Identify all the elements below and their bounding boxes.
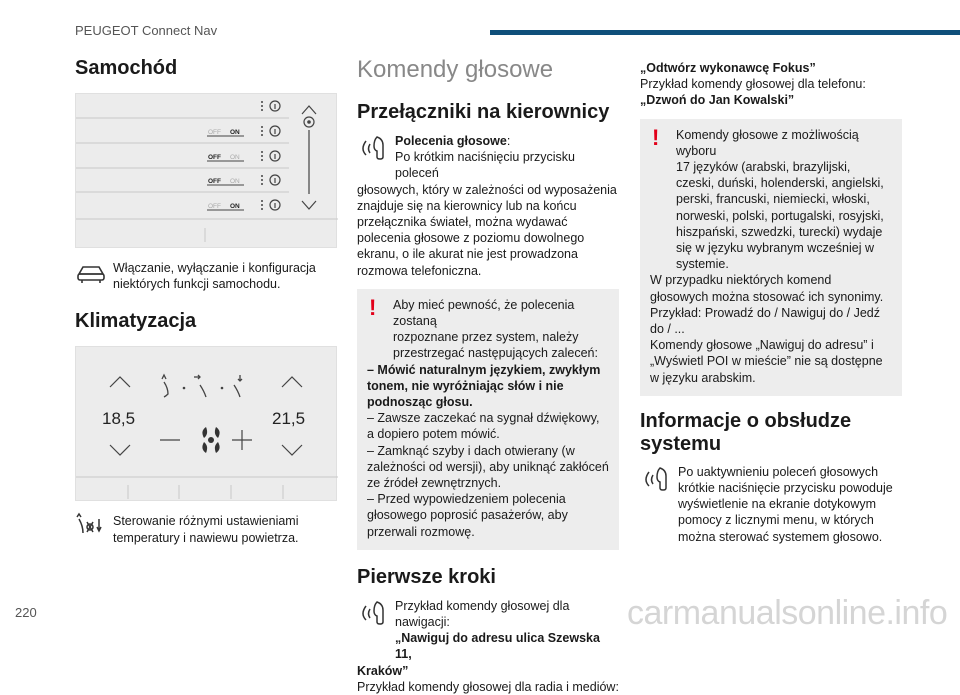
first-steps-radio-example: Przykład komendy głosowej dla radia i mediów: bbox=[357, 679, 619, 694]
page-number: 220 bbox=[15, 605, 37, 620]
voice-commands-paragraph bbox=[357, 133, 619, 279]
voice-command-icon bbox=[640, 464, 672, 492]
climate-caption bbox=[75, 513, 337, 545]
voice-command-icon bbox=[357, 133, 389, 161]
car-settings-screen bbox=[75, 93, 337, 248]
subtitle-steering-switches: Przełączniki na kierownicy bbox=[357, 101, 610, 123]
svg-text:ON: ON bbox=[230, 203, 240, 210]
first-steps-nav-command-cont: Kraków” bbox=[357, 663, 409, 678]
svg-text:OFF: OFF bbox=[208, 178, 221, 185]
svg-text:OFF: OFF bbox=[208, 154, 221, 161]
voice-command-icon bbox=[357, 598, 389, 626]
svg-text:ON: ON bbox=[230, 154, 240, 161]
info-first-line: Po uaktywnieniu poleceń głosowych bbox=[678, 464, 879, 479]
temp-right: 21,5 bbox=[272, 409, 306, 429]
warn-tip-2: – Zawsze zaczekać na sygnał dźwiękowy, a dopiero potem mówić. bbox=[367, 411, 600, 442]
lang-synonyms: W przypadku niektórych komend głosowych można stosować ich synonimy. bbox=[650, 273, 884, 304]
radio-command: „Odtwórz wykonawcę Fokus” bbox=[640, 61, 816, 75]
temp-left: 18,5 bbox=[102, 409, 136, 429]
climate-caption-text: Sterowanie różnymi ustawieniami temperatury i nawiewu powietrza. bbox=[113, 514, 299, 545]
svg-text:OFF: OFF bbox=[208, 203, 221, 210]
header-bar bbox=[490, 30, 960, 35]
car-caption-text: Włączanie, wyłączanie i konfiguracja niektórych funkcji samochodu. bbox=[113, 261, 316, 292]
car-settings-illustration bbox=[76, 94, 338, 249]
voice-rest: głosowych, który w zależności od wyposażenia znajduje się na kierownicy lub na końcu przełącznika świateł, można wydawać polecenia głosowe z poziomu dowolnego ekranu, o ile akurat nie jest prowadzona rozmowa telefoniczna. bbox=[357, 182, 617, 278]
lang-list: 17 języków (arabski, brazylijski, czeski, duński, holenderski, angielski, perski, francuski, niemiecki, włoski, norweski, polski, portugalski, rosyjski, hiszpański, szwedzki, turecki) wydaje się w języku wybranym wcześniej w systemie. bbox=[676, 160, 884, 272]
running-title: PEUGEOT Connect Nav bbox=[75, 23, 218, 38]
voice-label: Polecenia głosowe bbox=[395, 134, 507, 148]
warn-tip-3: – Zamknąć szyby i dach otwierany (w zależności od wersji), aby uniknąć zakłóceń ze źródeł zewnętrznych. bbox=[367, 443, 609, 491]
warn-tip-4: – Przed wypowiedzeniem polecenia głosowego poprosić pasażerów, aby przerwali rozmowę. bbox=[367, 492, 568, 539]
subtitle-first-steps: Pierwsze kroki bbox=[357, 565, 496, 588]
lang-arabic-note: Komendy głosowe „Nawiguj do adresu” i „Wyświetl POI w mieście” nie są dostępne w języku arabskim. bbox=[650, 338, 883, 385]
warning-box-recognition bbox=[357, 289, 619, 550]
watermark: carmanualsonline.info bbox=[627, 594, 948, 632]
column-right bbox=[640, 60, 902, 545]
svg-text:OFF: OFF bbox=[208, 129, 221, 136]
subtitle-system-info: Informacje o obsłudze systemu bbox=[640, 409, 852, 455]
voice-colon: : bbox=[506, 134, 511, 148]
column-middle bbox=[357, 55, 619, 695]
warn-tip-1: – Mówić naturalnym językiem, zwykłym tonem, nie wyróżniając słów i nie podnosząc głosu. bbox=[367, 362, 601, 410]
car-caption bbox=[75, 260, 337, 292]
lang-example: Przykład: Prowadź do / Nawiguj do / Jedź do / ... bbox=[650, 305, 880, 337]
climate-control-icon bbox=[75, 513, 107, 541]
lang-first-line: Komendy głosowe z możliwością wyboru bbox=[676, 127, 859, 158]
page-title: Komendy głosowe bbox=[357, 56, 554, 83]
section-title-climate: Klimatyzacja bbox=[75, 310, 197, 333]
warning-box-languages bbox=[640, 119, 902, 396]
svg-text:ON: ON bbox=[230, 129, 240, 136]
phone-example: Przykład komendy głosowej dla telefonu: bbox=[640, 77, 866, 92]
warning-icon: ! bbox=[369, 294, 377, 320]
warn-first-line: Aby mieć pewność, że polecenia zostaną bbox=[393, 297, 575, 329]
car-icon bbox=[75, 260, 107, 288]
section-title-car: Samochód bbox=[75, 57, 178, 79]
svg-text:ON: ON bbox=[230, 178, 240, 185]
phone-command: „Dzwoń do Jan Kowalski” bbox=[640, 93, 795, 108]
first-steps-paragraph bbox=[357, 598, 619, 695]
warning-icon: ! bbox=[652, 124, 660, 150]
warn-intro: rozpoznane przez system, należy przestrzegać następujących zaleceń: bbox=[393, 330, 598, 361]
climate-illustration bbox=[76, 347, 338, 502]
voice-first-line: Po krótkim naciśnięciu przycisku poleceń bbox=[395, 150, 575, 181]
system-info-paragraph bbox=[640, 464, 902, 545]
info-rest: krótkie naciśnięcie przycisku powoduje wyświetlenie na ekranie dotykowym pomocy z licznymi menu, w których można sterować systemem głosowo. bbox=[678, 481, 893, 544]
first-steps-nav-command: „Nawiguj do adresu ulica Szewska 11, bbox=[395, 631, 600, 662]
first-steps-nav-example: Przykład komendy głosowej dla nawigacji: bbox=[395, 598, 570, 630]
climate-screen bbox=[75, 346, 337, 501]
column-left bbox=[75, 55, 337, 546]
